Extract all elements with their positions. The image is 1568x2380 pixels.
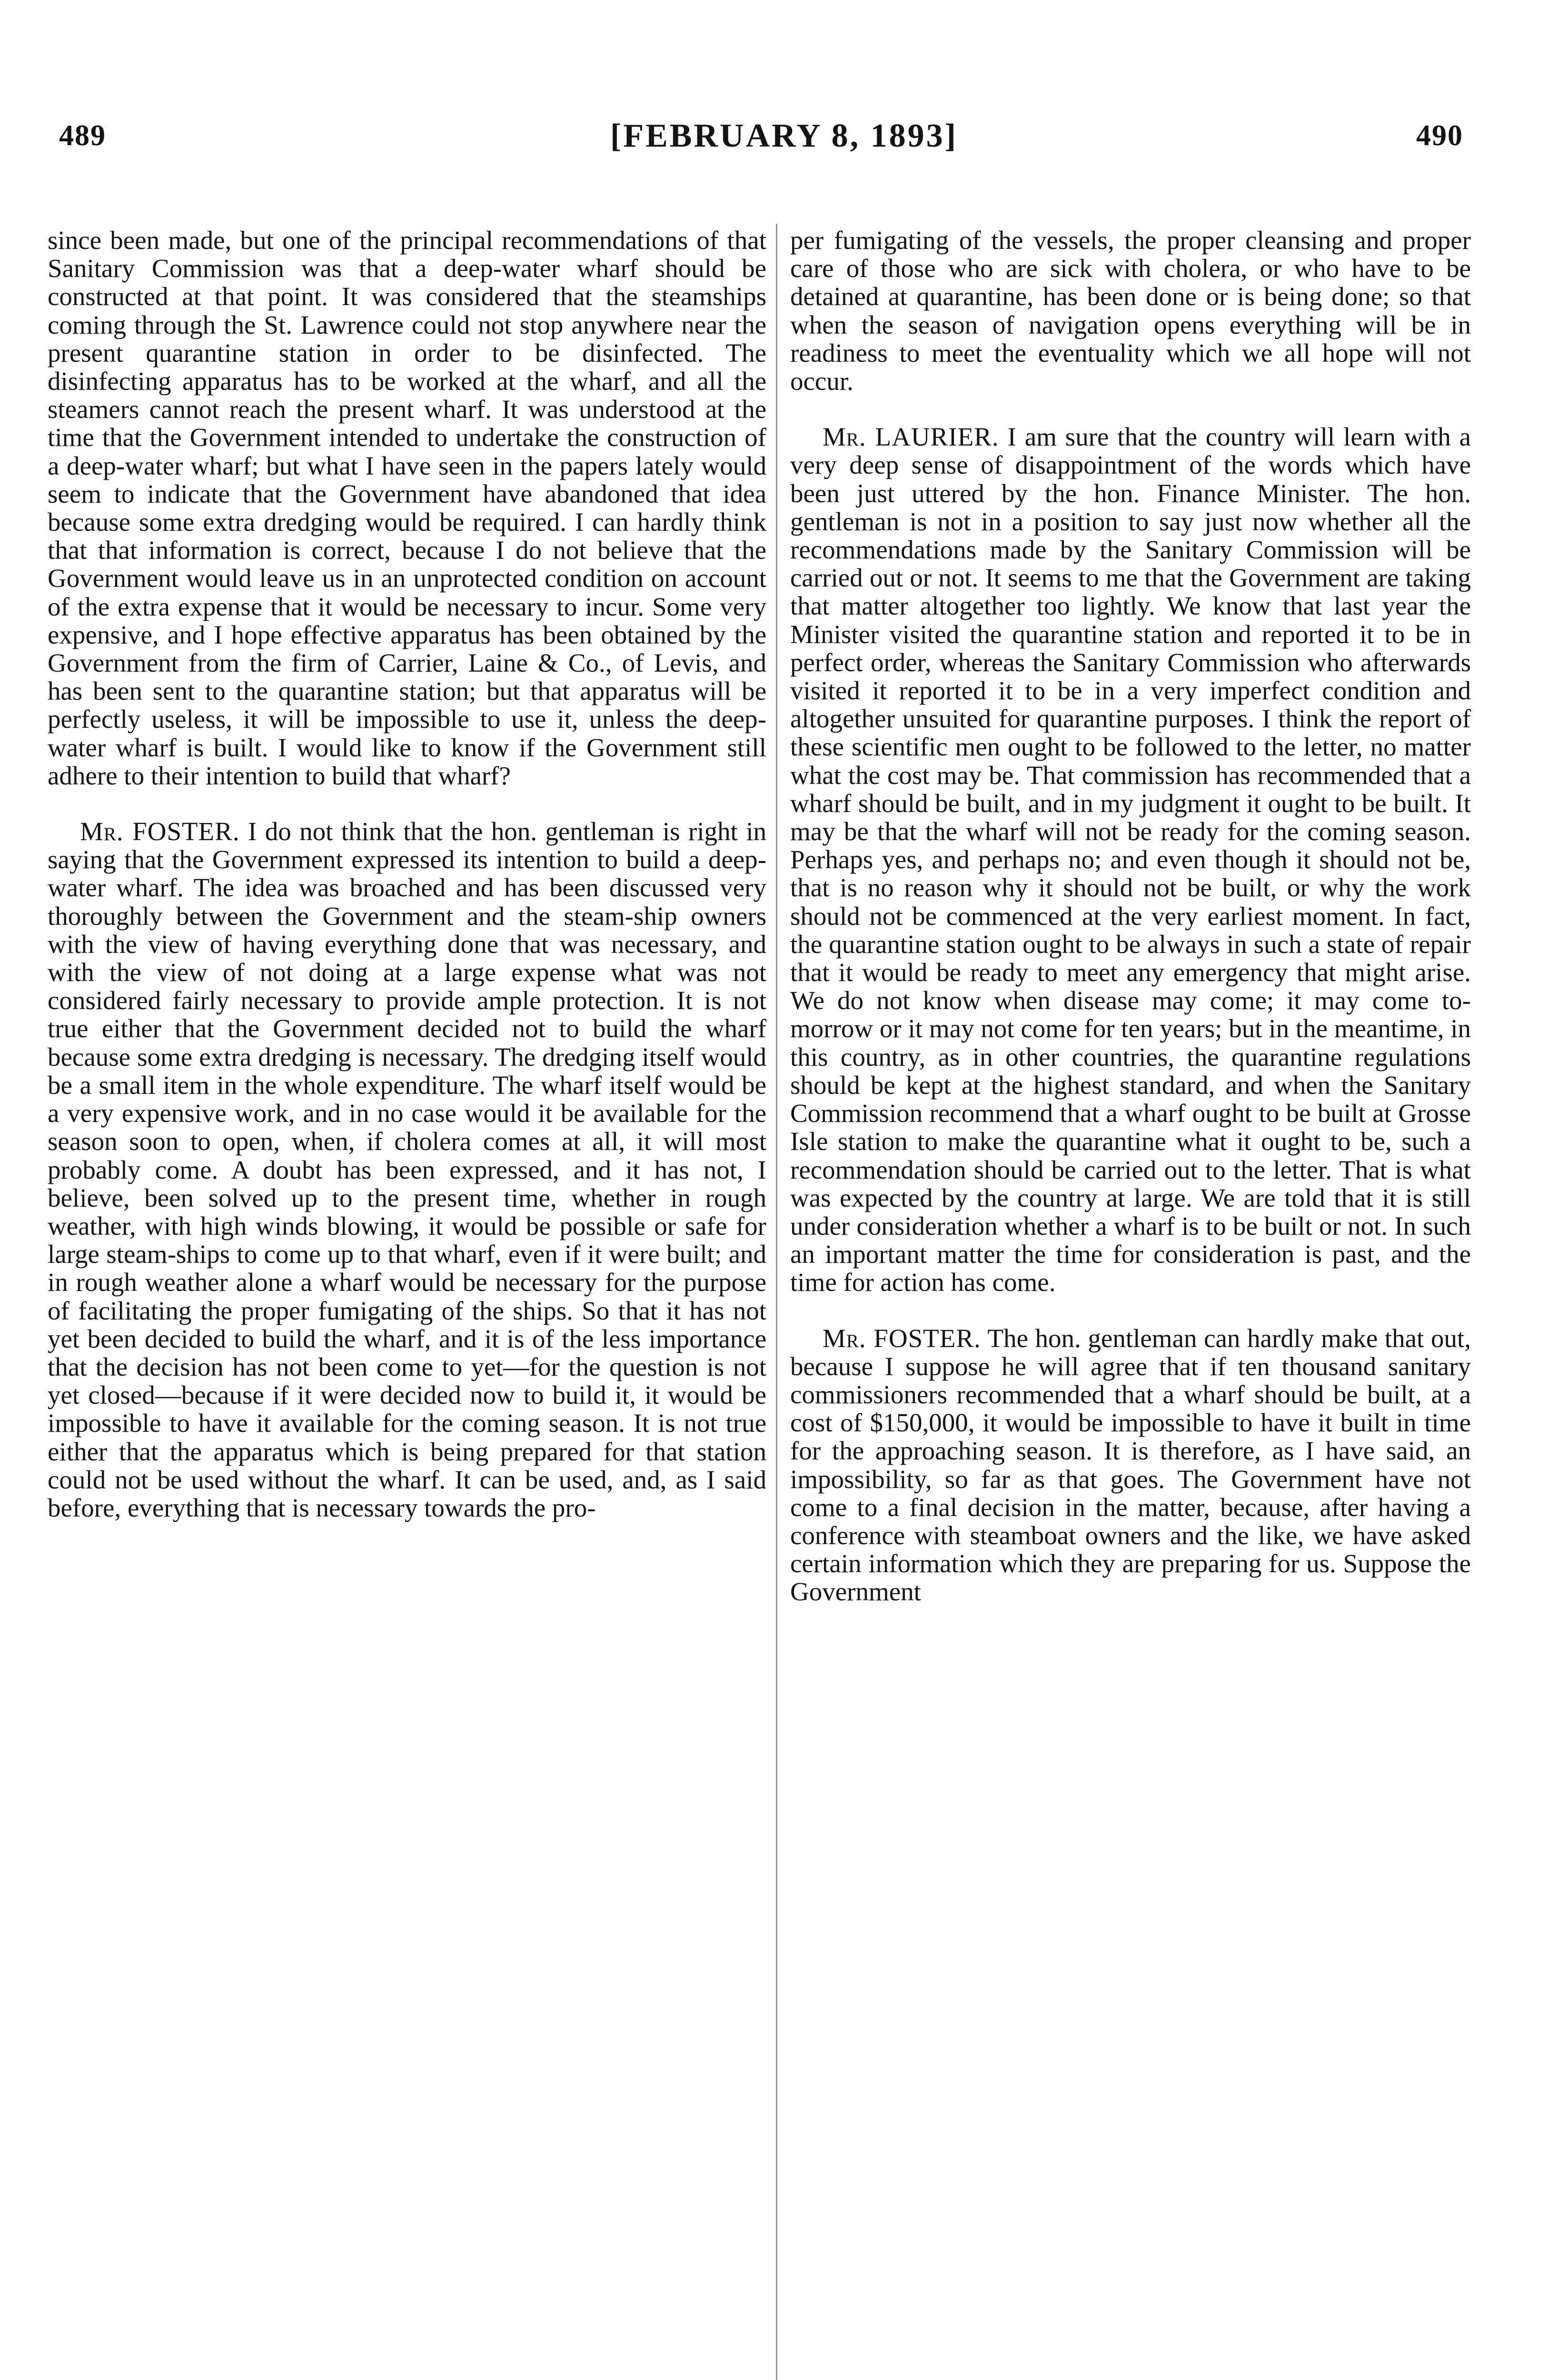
paragraph-laurier [790, 423, 1471, 1296]
speaker-name: Mr. FOSTER. [80, 817, 240, 846]
speech-text: The hon. gentleman can hardly make that out, because I suppose he will agree that if ten thousand sanitary commissioners recommended that a wharf should be built, at a cost of $150,000, it would be impossible to have it built in time for the approaching season. It is therefore, as I have said, an impossibility, so far as that goes. The Government have not come to a final decision in the matter, because, after having a conference with steamboat owners and the like, we have asked certain information which they are preparing for us. Suppose the Government [790, 1323, 1471, 1606]
left-column [48, 226, 766, 1522]
paragraph-foster [48, 817, 766, 1522]
page-number-right: 490 [1416, 119, 1463, 152]
speaker-name: Mr. FOSTER. [823, 1323, 981, 1353]
column-divider [776, 224, 777, 2380]
header-date: [FEBRUARY 8, 1893] [610, 118, 958, 154]
page-number-left: 489 [59, 119, 106, 152]
paragraph-foster [790, 1324, 1471, 1606]
right-column [790, 226, 1471, 1606]
speaker-name: Mr. LAURIER. [823, 422, 999, 452]
speech-text: I do not think that the hon. gentleman is right in saying that the Government expressed its intention to build a deep-water wharf. The idea was broached and has been discussed very thoroughly between the Government and the steam-ship owners with the view of having everything done that was necessary, and with the view of not doing at a large expense what was not considered fairly necessary to provide ample protection. It is not true either that the Government decided not to build the wharf because some extra dredging is necessary. The dredging itself would be a small item in the whole expenditure. The wharf itself would be a very expensive work, and in no case would it be available for the season soon to open, when, if cholera comes at all, it will most probably come. A doubt has been expressed, and it has not, I believe, been solved up to the present time, whether in rough weather, with high winds blowing, it would be possible or safe for large steam-ships to come up to that wharf, even if it were built; and in rough weather alone a wharf would be necessary for the purpose of facilitating the proper fumigating of the ships. So that it has not yet been decided to build the wharf, and it is of the less importance that the decision has not been come to yet—for the question is not yet closed—because if it were decided now to build it, it would be impossible to have it available for the coming season. It is not true either that the apparatus which is being prepared for that station could not be used without the wharf. It can be used, and, as I said before, everything that is necessary towards the pro- [48, 817, 766, 1522]
speech-text: I am sure that the country will learn with a very deep sense of disappointment of the words which have been just uttered by the hon. Finance Minister. The hon. gentleman is not in a position to say just now whether all the recommendations made by the Sanitary Commission will be carried out or not. It seems to me that the Government are taking that matter altogether too lightly. We know that last year the Minister visited the quarantine station and reported it to be in perfect order, whereas the Sanitary Commission who afterwards visited it reported it to be in a very imperfect condition and altogether unsuited for quarantine purposes. I think the report of these scientific men ought to be followed to the letter, no matter what the cost may be. That commission has recommended that a wharf should be built, and in my judgment it ought to be built. It may be that the wharf will not be ready for the coming season. Perhaps yes, and perhaps no; and even though it should not be, that is no reason why it should not be built, or why the work should not be commenced at the very earliest moment. In fact, the quarantine station ought to be always in such a state of repair that it would be ready to meet any emergency that might arise. We do not know when disease may come; it may come to-morrow or it may not come for ten years; but in the meantime, in this country, as in other countries, the quarantine regulations should be kept at the highest standard, and when the Sanitary Commission recommend that a wharf ought to be built at Grosse Isle station to make the quarantine what it ought to be, such a recommendation should be carried out to the letter. That is what was expected by the country at large. We are told that it is still under consideration whether a wharf is to be built or not. In such an important matter the time for consideration is past, and the time for action has come. [790, 422, 1471, 1297]
paragraph-continued: since been made, but one of the principal recommendations of that Sanitary Commission was that a deep-water wharf should be constructed at that point. It was considered that the steamships coming through the St. Lawrence could not stop anywhere near the present quarantine station in order to be disinfected. The disinfecting apparatus has to be worked at the wharf, and all the steamers cannot reach the present wharf. It was understood at the time that the Government intended to undertake the construction of a deep-water wharf; but what I have seen in the papers lately would seem to indicate that the Government have abandoned that idea because some extra dredging would be required. I can hardly think that that information is correct, because I do not believe that the Government would leave us in an unprotected condition on account of the extra expense that it would be necessary to incur. Some very expensive, and I hope effective apparatus has been obtained by the Government from the firm of Carrier, Laine & Co., of Levis, and has been sent to the quarantine station; but that apparatus will be perfectly useless, it will be impossible to use it, unless the deep-water wharf is built. I would like to know if the Government still adhere to their intention to build that wharf? [48, 226, 766, 790]
page-header [0, 0, 1568, 190]
paragraph-continued: per fumigating of the vessels, the proper cleansing and proper care of those who are sick with cholera, or who have to be detained at quarantine, has been done or is being done; so that when the season of navigation opens everything will be in readiness to meet the eventuality which we all hope will not occur. [790, 226, 1471, 396]
